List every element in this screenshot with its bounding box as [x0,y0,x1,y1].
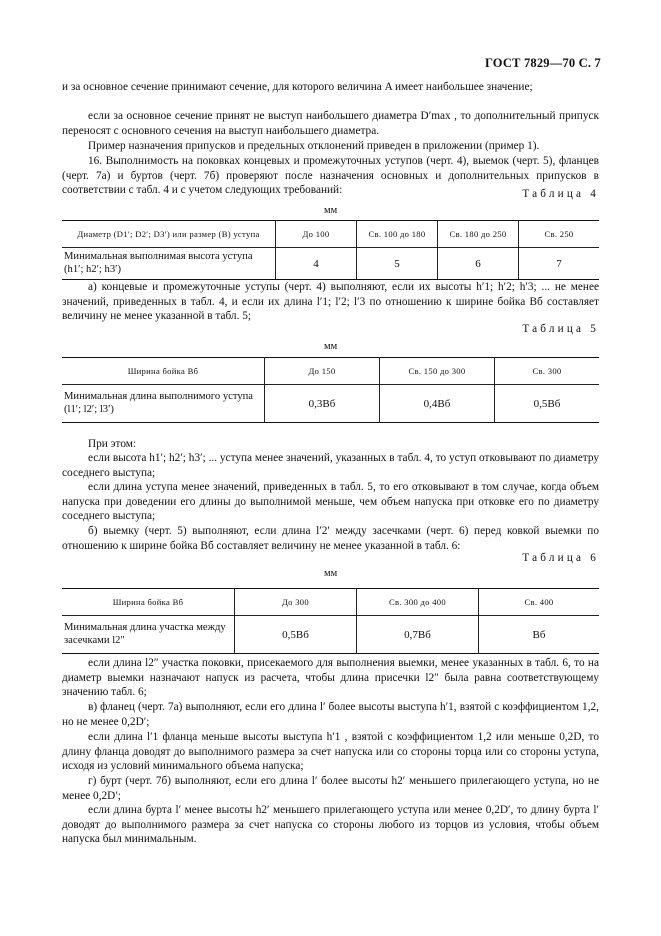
paragraph: если длина уступа менее значений, приведенных в табл. 5, то его отковывают в том случае, когда объем напуска при доведении его длины до выполнимой меньше, чем объем напуска при отковке его по диаметру соседнего выступа; [62,481,599,523]
table5-unit: мм [324,341,338,352]
paragraph: г) бурт (черт. 7б) выполняют, если его длина l′ более высоты h2′ меньшего прилегающего уступа, но не менее 0,2D′; [62,775,599,802]
table4-row-label: Минимальная выполнимая высота уступа (h1′; h2′; h3′) [62,248,276,280]
table5-cell: 0,5Bб [495,385,600,423]
paragraph: б) выемку (черт. 5) выполняют, если длина l′2′ между засечками (черт. 6) перед ковкой выемки по отношению к ширине бойка Bб составляет величину не менее указанной в табл. 6: [62,525,599,552]
paragraph: При этом: [88,438,137,450]
table6-header: Св. 300 до 400 [357,589,479,616]
paragraph-a: а) концевые и промежуточные уступы (черт. 4) выполняют, если их высоты h′1; h′2; h′3; ... не менее значений, приведенных в табл. 4, и если их длина l′1; l′2; l′3 по отношению к ширине бойка Bб составляет величину не менее указанной в табл. 5; [62,281,599,323]
table5-cell: 0,3Bб [265,385,380,423]
table5-header: До 150 [265,358,380,385]
table5 [62,357,599,423]
table5-caption: Таблица 5 [522,323,599,335]
paragraph: 16. Выполнимость на поковках концевых и промежуточных уступов (черт. 4), выемок (черт. 5), фланцев (черт. 7а) и буртов (черт. 7б) проверяют после назначения основных и дополнительных припусков в соответствии с табл. 4 и с учетом следующих требований: [62,155,599,197]
table6-unit: мм [324,568,338,579]
table4 [62,220,599,280]
table4-caption: Таблица 4 [522,188,599,200]
table6-header: Ширина бойка Bб [62,589,235,616]
table4-header: До 100 [276,221,357,248]
table4-header: Диаметр (D1′; D2′; D3′) или размер (B) уступа [62,221,276,248]
paragraph: если за основное сечение принят не выступ наибольшего диаметра D′max , то дополнительный припуск переносят с основного сечения на выступ наибольшего диаметра. [62,110,599,137]
table4-cell: 5 [357,248,438,280]
page-header: ГОСТ 7829—70 С. 7 [484,56,601,70]
table6-header: До 300 [235,589,357,616]
table6-row-label: Минимальная длина участка между засечками l2″ [62,616,235,654]
paragraph: если длина l′1 фланца меньше высоты выступа h′1 , взятой с коэффициентом 1,2 или меньше 0,2D, то длину фланца доводят до выполнимого размера за счет напуска или со стороны торца или со стороны уступа, исходя из условий минимального объема напуска; [62,731,599,773]
table4-header: Св. 250 [519,221,600,248]
table6-cell: 0,5Bб [235,616,357,654]
paragraph: если высота h1′; h2′; h3′; ... уступа менее значений, указанных в табл. 4, то уступ отковывают по диаметру соседнего выступа; [62,452,599,479]
table4-header: Св. 100 до 180 [357,221,438,248]
table6-cell: Bб [479,616,600,654]
table6-caption: Таблица 6 [522,552,599,564]
table6 [62,588,599,654]
table4-cell: 4 [276,248,357,280]
table5-header: Св. 150 до 300 [380,358,495,385]
table4-header: Св. 180 до 250 [438,221,519,248]
paragraph: в) фланец (черт. 7а) выполняют, если его длина l′ более высоты выступа h′1, взятой с коэффициентом 1,2, но не менее 0,2D′; [62,701,599,728]
table4-unit: мм [324,205,338,216]
table4-cell: 7 [519,248,600,280]
paragraph: если длина l2″ участка поковки, присекаемого для выполнения выемки, менее указанных в табл. 6, то на диаметр выемки назначают напуск из расчета, чтобы длина присечки l2″ была равна соответствующему значению табл. 6; [62,657,599,699]
paragraph: Пример назначения припусков и предельных отклонений приведен в приложении (пример 1). [88,140,540,152]
table6-header: Св. 400 [479,589,600,616]
paragraph: если длина бурта l′ менее высоты h2′ меньшего прилегающего уступа или менее 0,2D′, то длину бурта l′ доводят до выполнимого размера за счет напуска со стороны любого из торцов из условия, чтобы объем напуска был минимальным. [62,804,599,846]
table5-header: Св. 300 [495,358,600,385]
table4-cell: 6 [438,248,519,280]
table5-header: Ширина бойка Bб [62,358,265,385]
table5-row-label: Минимальная длина выполнимого уступа (l1′; l2′; l3′) [62,385,265,423]
table5-cell: 0,4Bб [380,385,495,423]
paragraph: и за основное сечение принимают сечение, для которого величина A имеет наибольшее значение; [62,81,533,93]
table6-cell: 0,7Bб [357,616,479,654]
